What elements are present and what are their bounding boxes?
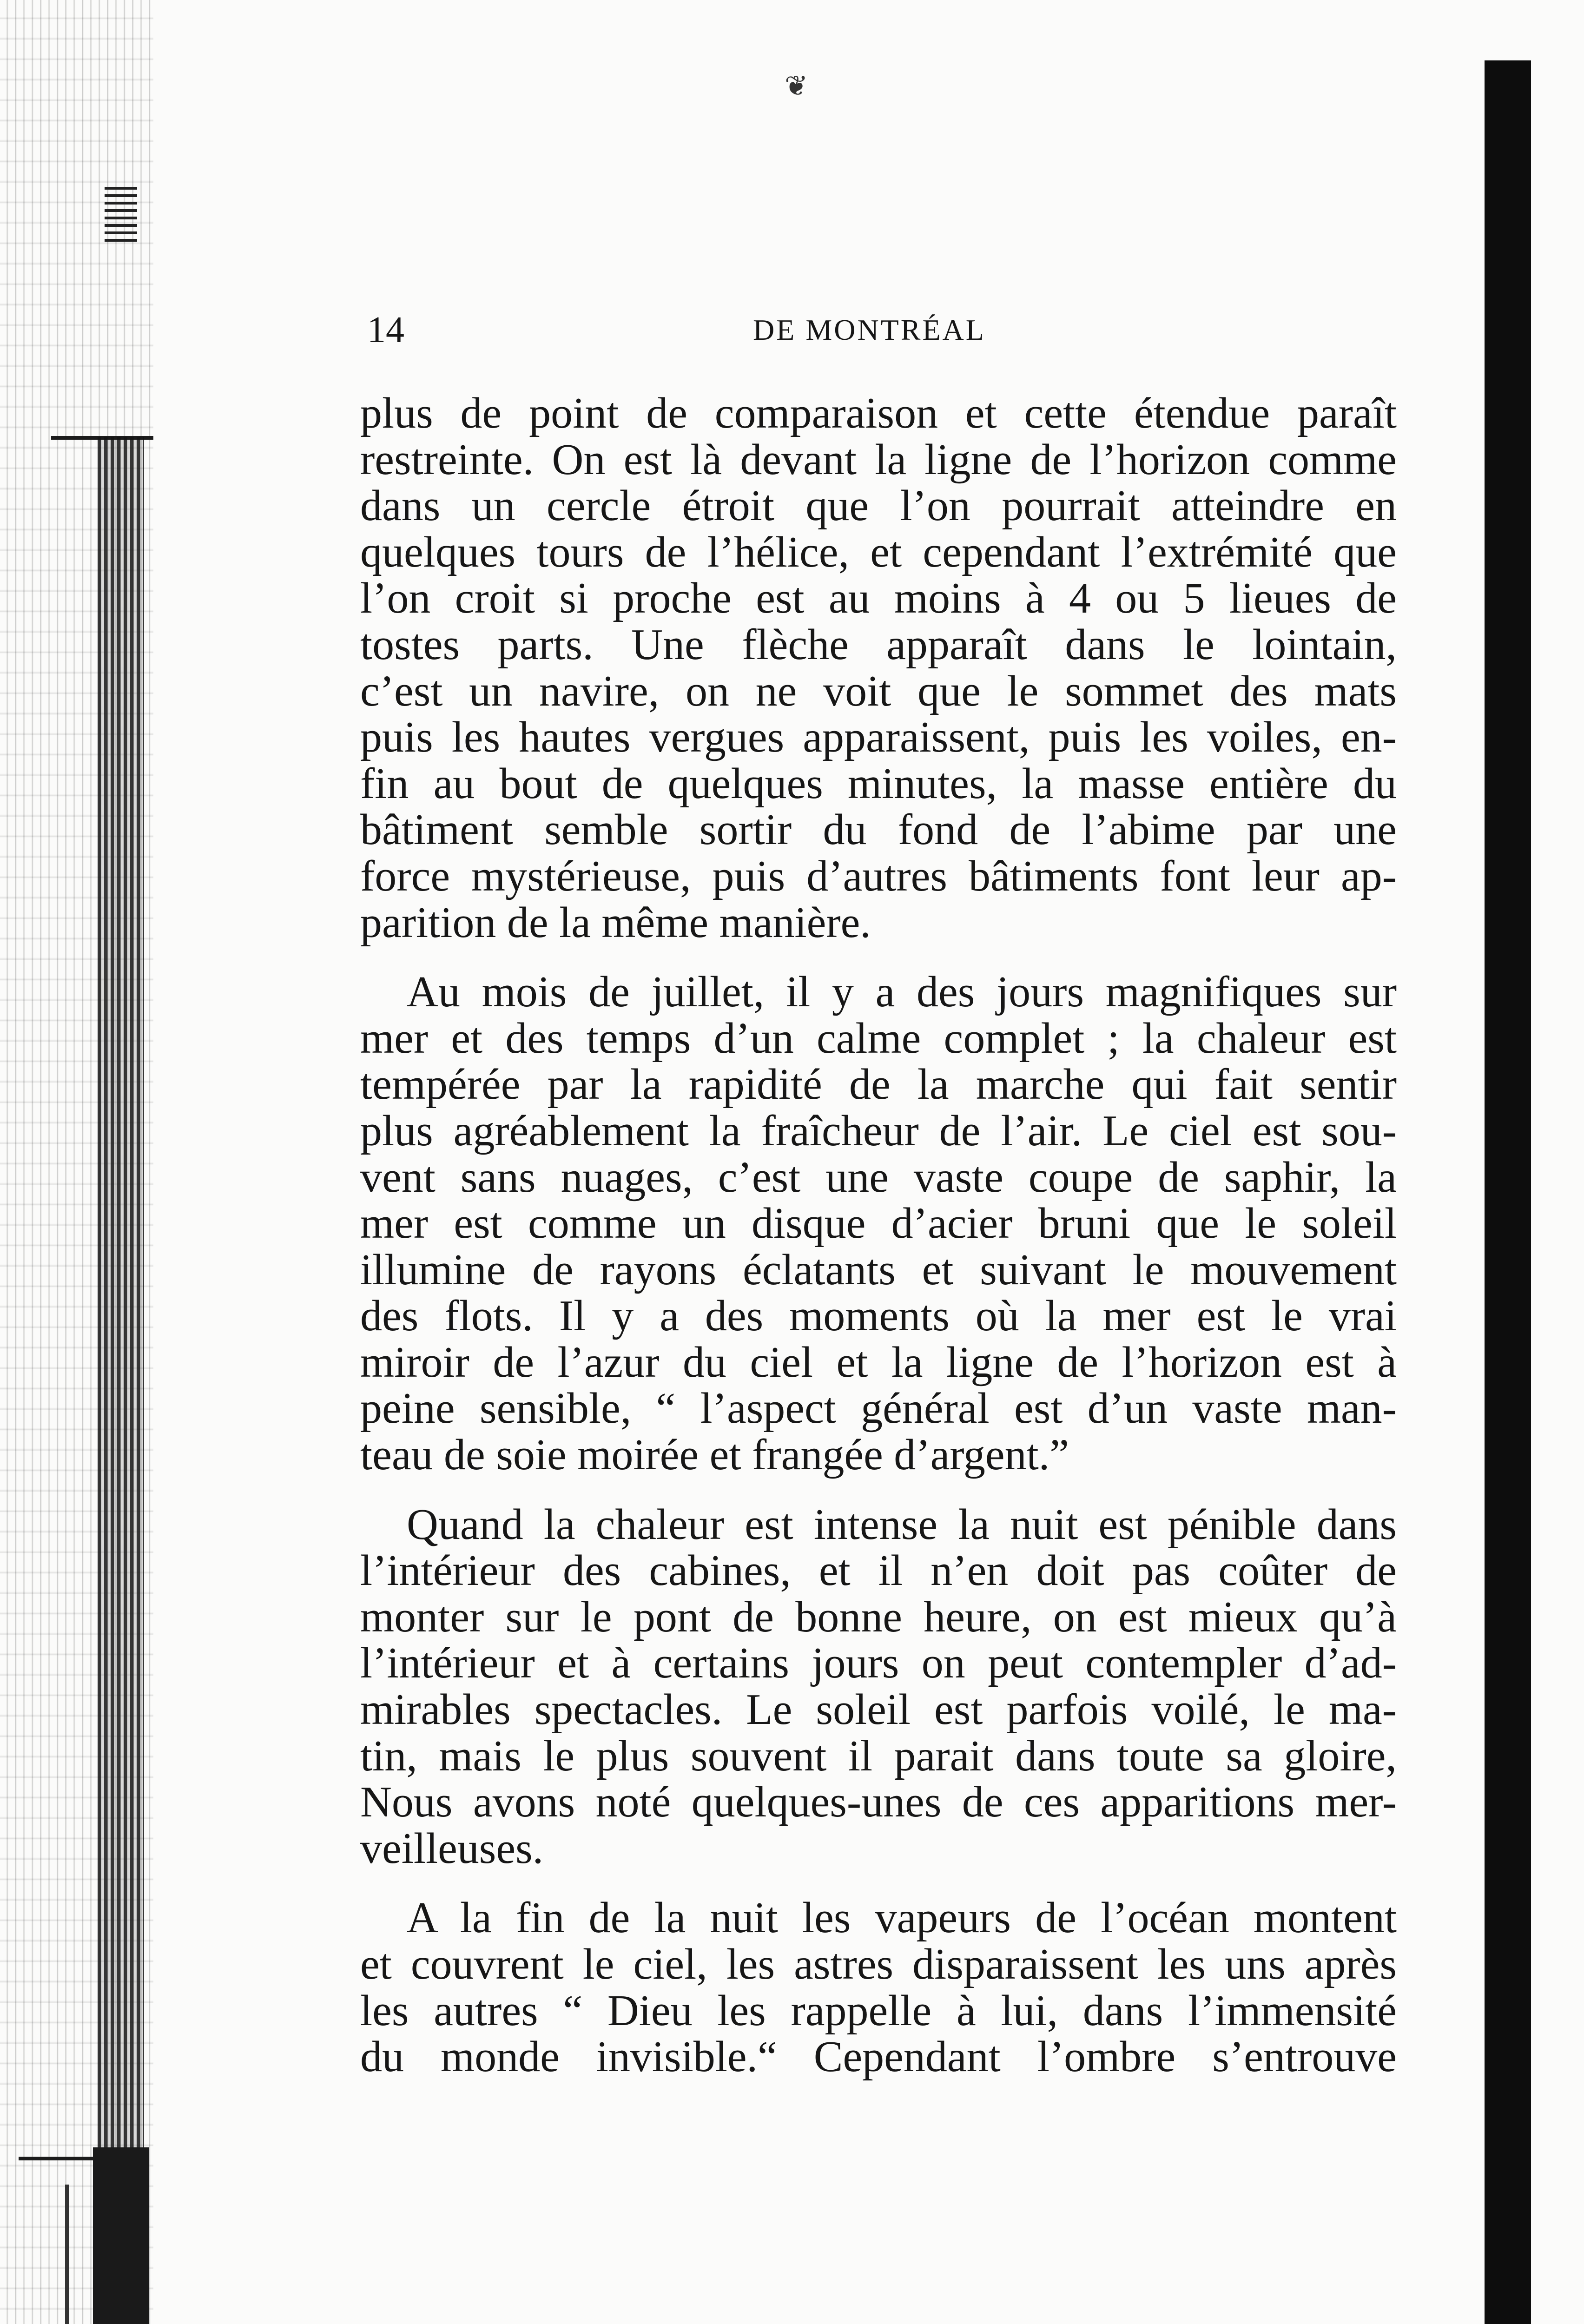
text-line: vent sans nuages, c’est une vaste coupe de saphir, la	[360, 1153, 1397, 1202]
binding-shadow-bottom	[93, 2147, 149, 2324]
text-line: dans un cercle étroit que l’on pourrait atteindre en	[360, 482, 1397, 530]
text-line: bâtiment semble sortir du fond de l’abime par une	[360, 805, 1397, 854]
text-line: force mystérieuse, puis d’autres bâtiments font leur ap-	[360, 852, 1397, 900]
paragraph-1	[360, 390, 1397, 946]
text-line: quelques tours de l’hélice, et cependant l’extrémité que	[360, 528, 1397, 576]
paragraph-3	[360, 1502, 1397, 1872]
text-line: des flots. Il y a des moments où la mer est le vrai	[360, 1292, 1397, 1340]
running-head	[367, 309, 1394, 351]
text-line: l’intérieur des cabines, et il n’en doit pas coûter de	[360, 1546, 1397, 1595]
text-line: illumine de rayons éclatants et suivant le mouvement	[360, 1245, 1397, 1294]
text-line: tin, mais le plus souvent il parait dans toute sa gloire,	[360, 1731, 1397, 1780]
text-line: plus de point de comparaison et cette étendue paraît	[360, 389, 1397, 437]
text-line: plus agréablement la fraîcheur de l’air. Le ciel est sou-	[360, 1106, 1397, 1155]
text-line: et couvrent le ciel, les astres disparaissent les uns après	[360, 1940, 1397, 1988]
text-line: peine sensible, “ l’aspect général est d’un vaste man-	[360, 1384, 1397, 1433]
scan-right-edge	[1485, 60, 1531, 2324]
text-line: c’est un navire, on ne voit que le sommet des mats	[360, 667, 1397, 715]
paragraph-2	[360, 969, 1397, 1479]
page-number: 14	[367, 310, 404, 350]
text-line: mer et des temps d’un calme complet ; la chaleur est	[360, 1014, 1397, 1063]
text-line: fin au bout de quelques minutes, la masse entière du	[360, 759, 1397, 808]
text-line: monter sur le pont de bonne heure, on est mieux qu’à	[360, 1592, 1397, 1641]
text-line: Quand la chaleur est intense la nuit est pénible dans	[407, 1500, 1397, 1549]
text-line: teau de soie moirée et frangée d’argent.”	[360, 1431, 1069, 1479]
gutter-scan-mark	[105, 186, 137, 242]
gutter-vertical-mark	[65, 2185, 69, 2324]
text-line: parition de la même manière.	[360, 898, 871, 947]
text-line: mer est comme un disque d’acier bruni que le soleil	[360, 1199, 1397, 1248]
binding-shadow	[98, 437, 144, 2203]
text-line: du monde invisible.“ Cependant l’ombre s’entrouve	[360, 2033, 1397, 2081]
text-line: Nous avons noté quelques-unes de ces apparitions mer-	[360, 1778, 1397, 1827]
ornament-icon: ❦	[785, 71, 808, 101]
text-line: mirables spectacles. Le soleil est parfois voilé, le ma-	[360, 1685, 1397, 1734]
text-line: A la fin de la nuit les vapeurs de l’océan montent	[407, 1894, 1397, 1942]
text-line: l’on croit si proche est au moins à 4 ou 5 lieues de	[360, 574, 1397, 623]
text-line: veilleuses.	[360, 1824, 544, 1873]
running-title: DE MONTRÉAL	[753, 313, 986, 346]
text-line: les autres “ Dieu les rappelle à lui, dans l’immensité	[360, 1986, 1397, 2035]
text-line: miroir de l’azur du ciel et la ligne de l’horizon est à	[360, 1338, 1397, 1386]
text-line: puis les hautes vergues apparaissent, puis les voiles, en-	[360, 713, 1397, 762]
text-line: tostes parts. Une flèche apparaît dans le lointain,	[360, 620, 1397, 669]
text-line: tempérée par la rapidité de la marche qui fait sentir	[360, 1060, 1397, 1109]
text-line: Au mois de juillet, il y a des jours magnifiques sur	[407, 968, 1397, 1017]
paragraph-4	[360, 1895, 1397, 2080]
text-line: restreinte. On est là devant la ligne de l’horizon comme	[360, 435, 1397, 484]
body-text	[360, 390, 1397, 2080]
text-line: l’intérieur et à certains jours on peut contempler d’ad-	[360, 1639, 1397, 1688]
